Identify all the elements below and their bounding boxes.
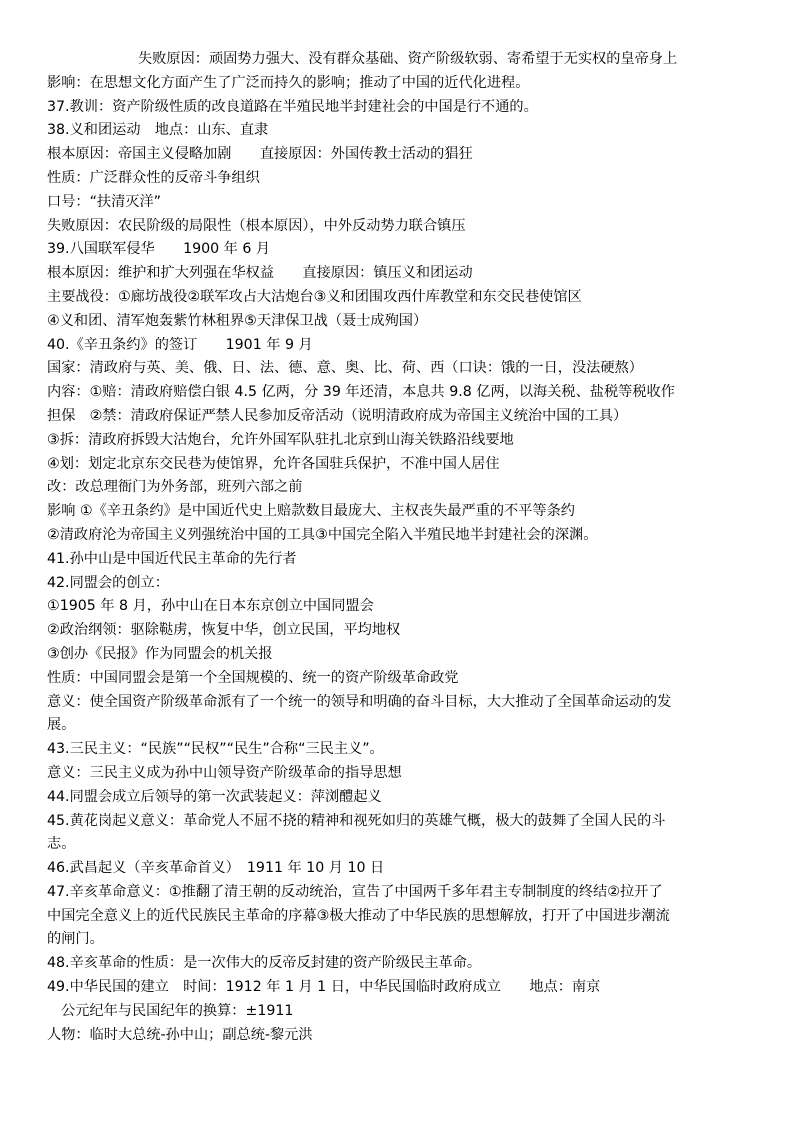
text-line: 44.同盟会成立后领导的第一次武装起义：萍浏醴起义 (47, 788, 382, 805)
text-line: 45.黄花岗起义意义：革命党人不屈不挠的精神和视死如归的英雄气概，极大的鼓舞了全国人民的斗 (47, 812, 666, 829)
text-line: 意义：使全国资产阶级革命派有了一个统一的领导和明确的奋斗目标，大大推动了全国革命运动的发 (47, 693, 672, 710)
text-line: 展。 (47, 717, 76, 734)
text-line: 根本原因：帝国主义侵略加剧 直接原因：外国传教士活动的猖狂 (47, 146, 473, 163)
text-line: 失败原因：顽固势力强大、没有群众基础、资产阶级软弱、寄希望于无实权的皇帝身上 (138, 51, 678, 67)
text-line: ②清政府沦为帝国主义列强统治中国的工具③中国完全陷入半殖民地半封建社会的深渊。 (47, 526, 598, 543)
text-line: 影响 ①《辛丑条约》是中国近代史上赔款数目最庞大、主权丧失最严重的不平等条约 (47, 503, 575, 520)
text-line: 根本原因：维护和扩大列强在华权益 直接原因：镇压义和团运动 (47, 265, 473, 282)
text-line: 40.《辛丑条约》的签订 1901 年 9 月 (47, 336, 313, 353)
text-line: ④划：划定北京东交民巷为使馆界，允许各国驻兵保护，不准中国人居住 (47, 455, 500, 472)
text-line: 39.八国联军侵华 1900 年 6 月 (47, 241, 271, 258)
text-line: 改：改总理衙门为外务部，班列六部之前 (47, 479, 303, 496)
text-line: ③拆：清政府拆毁大沽炮台，允许外国军队驻扎北京到山海关铁路沿线要地 (47, 431, 514, 448)
text-line: ①1905 年 8 月，孙中山在日本东京创立中国同盟会 (47, 598, 374, 615)
text-line: 49.中华民国的建立 时间：1912 年 1 月 1 日，中华民国临时政府成立 地点：南京 (47, 979, 601, 996)
text-line: 的闸门。 (47, 931, 104, 948)
text-line: 意义：三民主义成为孙中山领导资产阶级革命的指导思想 (47, 764, 402, 781)
text-line: 性质：中国同盟会是第一个全国规模的、统一的资产阶级革命政党 (47, 669, 459, 686)
text-line: 担保 ②禁：清政府保证严禁人民参加反帝活动（说明清政府成为帝国主义统治中国的工具） (47, 407, 628, 424)
text-line: 37.教训：资产阶级性质的改良道路在半殖民地半封建社会的中国是行不通的。 (47, 98, 538, 115)
text-line: 中国完全意义上的近代民族民主革命的序幕③极大推动了中华民族的思想解放，打开了中国进步潮流 (47, 907, 670, 924)
text-line: 38.义和团运动 地点：山东、直隶 (47, 122, 269, 139)
text-line: 人物：临时大总统-孙中山；副总统-黎元洪 (47, 1026, 313, 1043)
text-line: ②政治纲领：驱除鞑虏，恢复中华，创立民国，平均地权 (47, 622, 401, 639)
text-line: 46.武昌起义（辛亥革命首义） 1911 年 10 月 10 日 (47, 860, 385, 877)
text-line: 性质：广泛群众性的反帝斗争组织 (47, 169, 260, 186)
text-line: 志。 (47, 836, 76, 853)
text-line: 公元纪年与民国纪年的换算：±1911 (61, 1002, 294, 1019)
text-line: 42.同盟会的创立： (47, 574, 169, 591)
text-line: 43.三民主义：“民族”“民权”“民生”合称“三民主义”。 (47, 741, 384, 758)
text-line: 48.辛亥革命的性质：是一次伟大的反帝反封建的资产阶级民主革命。 (47, 955, 482, 972)
text-line: 口号：“扶清灭洋” (47, 193, 162, 210)
text-line: 41.孙中山是中国近代民主革命的先行者 (47, 550, 297, 567)
text-line: ④义和团、清军炮轰紫竹林租界⑤天津保卫战（聂士成殉国） (47, 312, 428, 329)
text-line: 主要战役：①廊坊战役②联军攻占大沽炮台③义和团围攻西什库教堂和东交民巷使馆区 (47, 288, 582, 305)
text-line: 国家：清政府与英、美、俄、日、法、德、意、奥、比、荷、西（口诀：饿的一日，没法硬熬） (47, 360, 643, 377)
text-line: 47.辛亥革命意义：①推翻了清王朝的反动统治，宣告了中国两千多年君主专制制度的终结②拉开了 (47, 883, 663, 900)
text-line: 失败原因：农民阶级的局限性（根本原因），中外反动势力联合镇压 (47, 217, 466, 234)
document-page (47, 48, 747, 1047)
text-line: 影响：在思想文化方面产生了广泛而持久的影响；推动了中国的近代化进程。 (47, 74, 530, 91)
text-line: ③创办《民报》作为同盟会的机关报 (47, 645, 273, 662)
text-line: 内容：①赔：清政府赔偿白银 4.5 亿两，分 39 年还清，本息共 9.8 亿两，以海关税、盐税等税收作 (47, 384, 675, 401)
